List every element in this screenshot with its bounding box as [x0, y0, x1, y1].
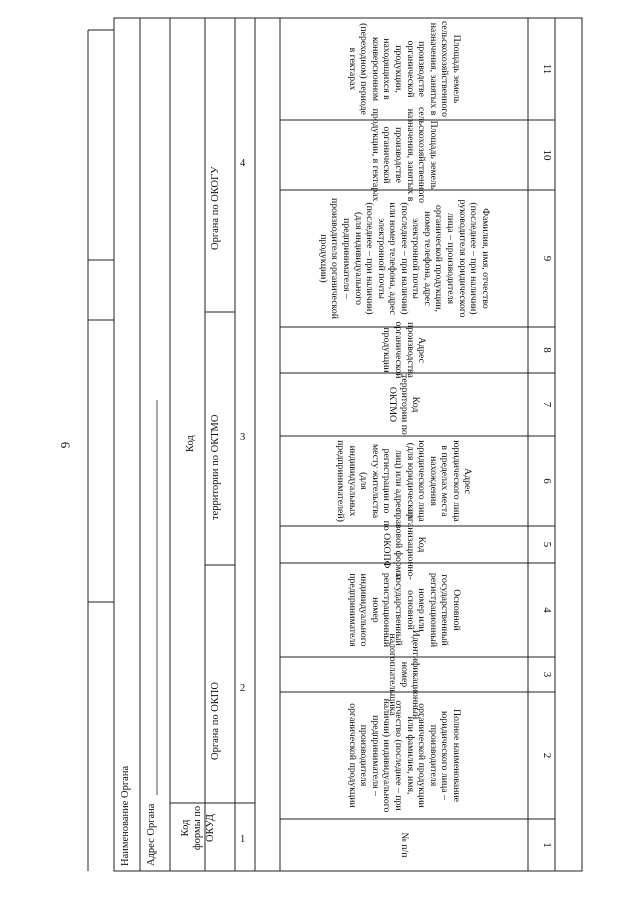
col-header-3: Идентификационный номер налогоплательщика	[387, 629, 422, 720]
code-value-okogu: 4	[240, 158, 246, 169]
code-value-oktmo: 3	[240, 432, 246, 443]
col-num-10: 10	[541, 149, 553, 161]
organ-address-label: Адрес Органа	[146, 803, 157, 866]
col-header-9: Фамилия, имя, отчество (последнее – при наличии) руководителя юридического лица – производителя органической продукции, номер телефона, адрес электронной почты (последнее – при наличии) или номер телефона, адрес электронной почты (последнее – при наличии) (для индивидуального предпринимателя – производителя органической продукции)	[317, 198, 491, 319]
col-num-8: 8	[541, 347, 553, 353]
col-header-1: № п/п	[398, 832, 410, 858]
okogu-label: Органа по ОКОГУ	[210, 166, 221, 250]
col-header-2: Полное наименование юридического лица – производителя органической продукции или фамилия, имя, отчество (последнее – при наличии) индивидуального предпринимателя – производителя органической продукции	[346, 698, 462, 813]
col-header-10: Площадь земель сельскохозяйственного назначения, занятых в производстве органической продукции, в гектарах	[369, 106, 439, 204]
col-num-4: 4	[541, 607, 553, 613]
col-num-2: 2	[541, 752, 553, 759]
col-header-5: Код организационно-правовой формы по ОКОПФ	[381, 509, 428, 580]
col-header-6: Адрес юридического лица в пределах места нахождения юридического лица (для юридических лиц) или адрес регистрации по месту жительства (для индивидуальных предпринимателей)	[335, 440, 474, 522]
col-num-11: 11	[541, 63, 553, 75]
col-num-1: 1	[541, 842, 553, 848]
col-num-6: 6	[541, 478, 553, 484]
col-header-8: Адрес производства органической продукции	[381, 321, 428, 379]
col-header-4: Основной государственный регистрационный номер или основной государственный регистрационный номер индивидуального предпринимателя	[346, 572, 462, 648]
okud-label: Код формы по ОКУД	[180, 805, 216, 851]
okpo-label: Органа по ОКПО	[210, 682, 221, 760]
code-value-okud: 1	[240, 834, 246, 845]
code-value-okpo: 2	[240, 683, 246, 694]
page-number: 6	[58, 441, 73, 449]
col-num-9: 9	[541, 255, 553, 262]
organ-name-label: Наименование Органа	[120, 765, 131, 866]
col-num-3: 3	[541, 671, 553, 678]
col-header-11: Площадь земель сельскохозяйственного назначения, занятых в производстве органической продукции, находящихся в конверсионном (переходном) периоде в гектарах	[346, 20, 462, 118]
oktmo-label: территории по ОКТМО	[210, 414, 221, 520]
col-num-5: 5	[541, 541, 553, 548]
col-header-7: Код территории по ОКТМО	[387, 374, 422, 435]
col-num-7: 7	[541, 401, 553, 408]
code-label: Код	[185, 435, 196, 452]
